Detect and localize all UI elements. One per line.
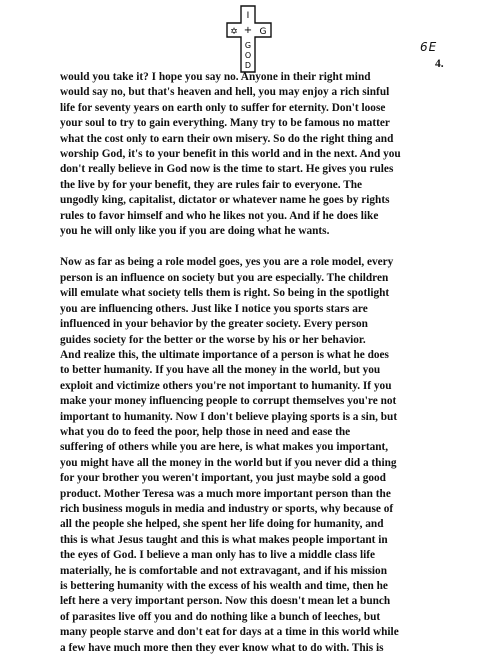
logo-god-d: D <box>244 61 252 70</box>
text-line: guides society for the better or the worse by his or her behavior. <box>60 333 366 346</box>
text-line: for your brother you weren't important, you just maybe sold a good <box>60 472 386 485</box>
cross-logo <box>224 4 274 74</box>
text-line: the live by for your benefit, they are rules fair to everyone. The <box>60 178 363 191</box>
text-line: make your money influencing people to corrupt themselves you're not <box>60 395 397 408</box>
text-line: this is what Jesus taught and this is what makes people important in <box>60 533 388 546</box>
handwritten-page-mark: 6E <box>420 40 438 54</box>
text-line: is bettering humanity with the excess of his wealth and time, then he <box>60 580 388 592</box>
text-line: your soul to try to gain everything. Many try to be famous no matter <box>60 117 390 130</box>
text-line: exploit and victimize others you're not important to humanity. If you <box>60 379 392 392</box>
logo-god-o: O <box>244 51 252 60</box>
logo-letter-g: G <box>259 27 267 37</box>
text-line: all the people she helped, she spent her life doing for humanity, and <box>60 518 384 531</box>
star-of-david-icon: ✡ <box>230 27 238 37</box>
text-line: rich business moguls in media and industry or sports, why because of <box>60 502 394 515</box>
text-line: product. Mother Teresa was a much more important person than the <box>60 487 391 500</box>
text-line: the eyes of God. I believe a man only has to live a middle class life <box>60 549 376 562</box>
text-line: And realize this, the ultimate importance of a person is what he does <box>60 348 389 361</box>
logo-plus: + <box>243 25 253 36</box>
text-line: what the cost only to earn their own misery. So do the right thing and <box>60 132 394 145</box>
text-line: a few have much more then they ever know what to do with. This is <box>60 641 384 654</box>
text-line: life for seventy years on earth only to suffer for eternity. Don't loose <box>60 101 386 114</box>
text-line: important to humanity. Now I don't believe playing sports is a sin, but <box>60 410 398 423</box>
text-line: what you do to feed the poor, help those in need and ease the <box>60 425 351 438</box>
text-line: would you take it? I hope you say no. Anyone in their right mind <box>60 71 371 83</box>
text-line: worship God, it's to your benefit in this world and in the next. And you <box>60 148 401 161</box>
logo-letter-i: I <box>246 11 250 21</box>
text-line: you might have all the money in the world but if you never did a thing <box>60 456 397 469</box>
letter-body <box>60 70 468 656</box>
page-number: 4. <box>435 58 444 70</box>
text-line: left here a very important person. Now this doesn't mean let a bunch <box>60 595 391 608</box>
text-line: don't really believe in God now is the time to start. He gives you rules <box>60 163 394 176</box>
text-line: suffering of others while you are here, is what makes you important, <box>60 441 389 454</box>
paragraph-2 <box>60 255 468 656</box>
text-line: person is an influence on society but you are especially. The children <box>60 271 389 284</box>
paragraph-1 <box>60 70 468 239</box>
text-line: ungodly king, capitalist, dictator or whatever name he goes by rights <box>60 194 390 207</box>
text-line: you are influencing others. Just like I notice you sports stars are <box>60 302 368 315</box>
text-line: would say no, but that's heaven and hell, you may enjoy a rich sinful <box>60 86 390 99</box>
paragraph-gap <box>60 239 468 255</box>
text-line: will emulate what society tells them is right. So being in the spotlight <box>60 287 390 300</box>
text-line: rules to favor himself and who he likes not you. And if he does like <box>60 209 379 222</box>
text-line: materially, he is comfortable and not extravagant, and if his mission <box>60 564 387 577</box>
text-line: you he will only like you if you are doing what he wants. <box>60 225 330 238</box>
text-line: to better humanity. If you have all the money in the world, but you <box>60 364 381 377</box>
text-line: influenced in your behavior by the greater society. Every person <box>60 318 368 331</box>
logo-god-g: G <box>244 41 252 50</box>
text-line: many people starve and don't eat for days at a time in this world while <box>60 626 399 639</box>
text-line: Now as far as being a role model goes, yes you are a role model, every <box>60 256 394 269</box>
text-line: of parasites live off you and do nothing like a bunch of leeches, but <box>60 610 381 623</box>
